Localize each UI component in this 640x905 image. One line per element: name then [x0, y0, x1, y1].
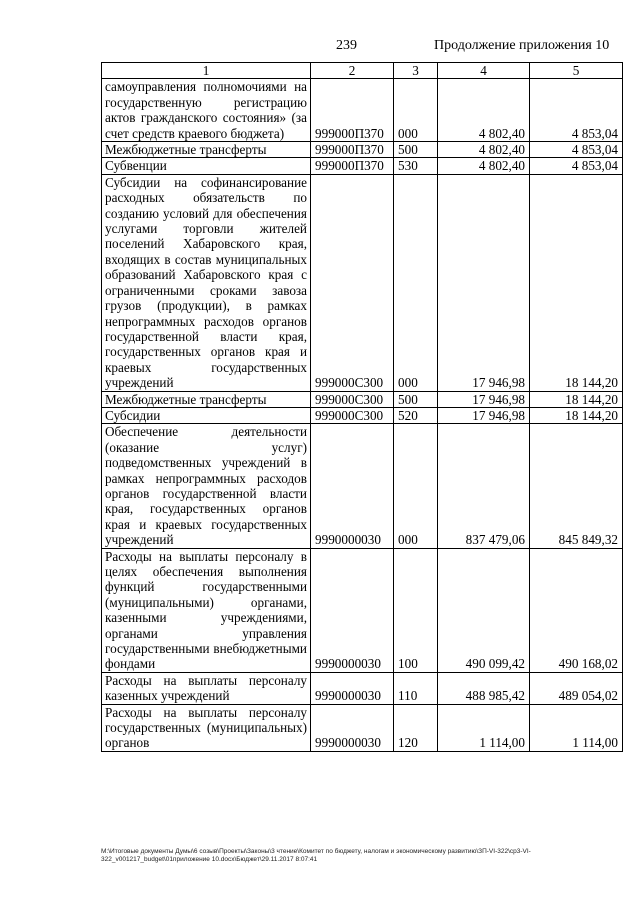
row-sum-1: 17 946,98 [438, 174, 530, 391]
row-expense-type: 110 [394, 672, 438, 704]
row-name: Обеспечение деятельности (оказание услуг) подведомственных учреждений в рамках непрограммных расходов органов государственной власти края, государственных органов края и краевых государственных учреждений [102, 424, 311, 548]
table-row [102, 407, 623, 423]
row-code: 999000С300 [311, 174, 394, 391]
row-code: 999000П370 [311, 142, 394, 158]
column-header: 2 [311, 63, 394, 79]
row-expense-type: 520 [394, 407, 438, 423]
row-sum-1: 1 114,00 [438, 704, 530, 751]
column-header: 3 [394, 63, 438, 79]
table-row [102, 424, 623, 548]
table-row [102, 391, 623, 407]
row-name: Межбюджетные трансферты [102, 142, 311, 158]
table-row [102, 158, 623, 174]
row-sum-2: 4 853,04 [530, 158, 623, 174]
row-name: Расходы на выплаты персоналу государственных (муниципальных) органов [102, 704, 311, 751]
page-header [0, 38, 640, 58]
row-expense-type: 120 [394, 704, 438, 751]
row-code: 9990000030 [311, 424, 394, 548]
table-row [102, 142, 623, 158]
table-row [102, 672, 623, 704]
continuation-label: Продолжение приложения 10 [434, 38, 610, 53]
column-header: 1 [102, 63, 311, 79]
row-code: 9990000030 [311, 704, 394, 751]
row-name: Расходы на выплаты персоналу в целях обеспечения выполнения функций государственными (муниципальными) органами, казенными учреждениями, органами управления государственными внебюджетными фондами [102, 548, 311, 672]
row-code: 9990000030 [311, 672, 394, 704]
row-sum-2: 4 853,04 [530, 142, 623, 158]
table-row [102, 548, 623, 672]
row-name: самоуправления полномочиями на государственную регистрацию актов гражданского состояния» (за счет средств краевого бюджета) [102, 79, 311, 142]
row-sum-2: 18 144,20 [530, 391, 623, 407]
row-expense-type: 000 [394, 424, 438, 548]
row-code: 999000П370 [311, 158, 394, 174]
row-code: 999000П370 [311, 79, 394, 142]
row-expense-type: 000 [394, 174, 438, 391]
row-expense-type: 500 [394, 142, 438, 158]
row-expense-type: 000 [394, 79, 438, 142]
row-code: 999000С300 [311, 407, 394, 423]
row-name: Субвенции [102, 158, 311, 174]
row-code: 9990000030 [311, 548, 394, 672]
row-sum-2: 18 144,20 [530, 174, 623, 391]
row-sum-1: 17 946,98 [438, 407, 530, 423]
row-sum-1: 837 479,06 [438, 424, 530, 548]
row-name: Субсидии [102, 407, 311, 423]
row-name: Межбюджетные трансферты [102, 391, 311, 407]
column-header: 4 [438, 63, 530, 79]
row-sum-1: 17 946,98 [438, 391, 530, 407]
row-name: Субсидии на софинансирование расходных обязательств по созданию условий для обеспечения услугами торговли жителей поселений Хабаровского края, входящих в состав муниципальных образований Хабаровского края с ограниченными сроками завоза грузов (продукции), в рамках непрограммных расходов органов государственной власти края, государственных органов края и краевых государственных учреждений [102, 174, 311, 391]
row-sum-2: 1 114,00 [530, 704, 623, 751]
column-header-row [102, 63, 623, 79]
column-header: 5 [530, 63, 623, 79]
table-row [102, 704, 623, 751]
row-sum-1: 4 802,40 [438, 158, 530, 174]
row-sum-2: 490 168,02 [530, 548, 623, 672]
table-row [102, 79, 623, 142]
row-sum-1: 490 099,42 [438, 548, 530, 672]
row-sum-2: 489 054,02 [530, 672, 623, 704]
row-expense-type: 530 [394, 158, 438, 174]
page-number: 239 [336, 38, 357, 53]
row-sum-2: 18 144,20 [530, 407, 623, 423]
table-row [102, 174, 623, 391]
row-sum-2: 845 849,32 [530, 424, 623, 548]
row-expense-type: 100 [394, 548, 438, 672]
row-sum-1: 488 985,42 [438, 672, 530, 704]
row-expense-type: 500 [394, 391, 438, 407]
row-code: 999000С300 [311, 391, 394, 407]
row-name: Расходы на выплаты персоналу казенных учреждений [102, 672, 311, 704]
budget-table [101, 62, 623, 752]
row-sum-1: 4 802,40 [438, 79, 530, 142]
row-sum-1: 4 802,40 [438, 142, 530, 158]
row-sum-2: 4 853,04 [530, 79, 623, 142]
file-path-footer: M:\Итоговые документы Думы\6 созыв\Проекты\Законы\3 чтение\Комитет по бюджету, налогам и экономическому развитию\ЗП-VI-322\ср3-VI-322_v001217_budget\01приложение 10.docx\Бюджет\29.11.2017 8:07:41 [101, 848, 531, 863]
